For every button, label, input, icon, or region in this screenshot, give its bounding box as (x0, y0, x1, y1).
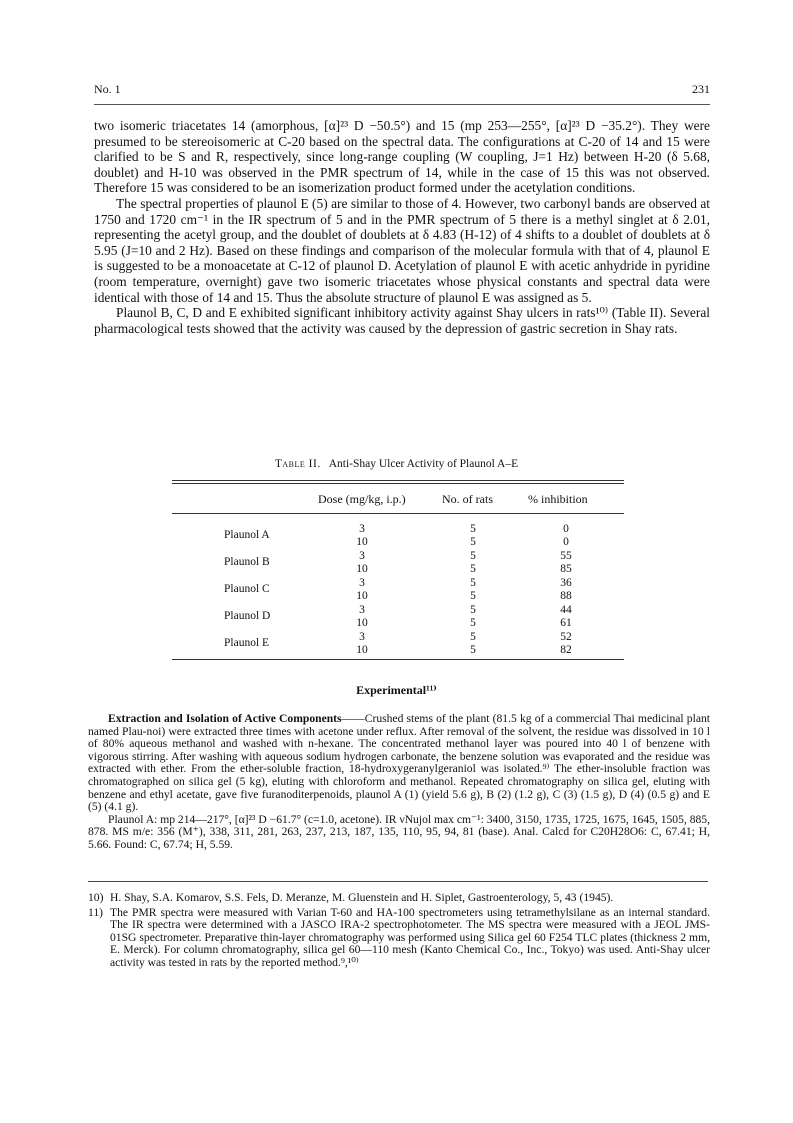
issue-number: No. 1 (94, 82, 121, 96)
cell-value: 5 (470, 616, 476, 629)
cell-value: 52 (560, 631, 572, 643)
experimental-subheading: Extraction and Isolation of Active Components (108, 712, 342, 725)
cell-value: 5 (470, 577, 476, 589)
table-row (172, 631, 624, 658)
row-inhibition (551, 604, 581, 629)
row-inhibition (551, 631, 581, 656)
paragraph-3: Plaunol B, C, D and E exhibited significant inhibitory activity against Shay ulcers in rats¹⁰⁾ (Table II). Several pharmacological tests showed that the activity was caused by the depression of gastric secretion in Shay rats. (94, 305, 710, 336)
footnotes (88, 892, 710, 972)
paragraph-1: two isomeric triacetates 14 (amorphous, [α]²³ D −50.5°) and 15 (mp 253—255°, [α]²³ D −35.2°). They were presumed to be stereoisomeric at C-20 based on the spectral data. The configurations at C-20 of 14 and 15 were clarified to be S and R, respectively, since long-range coupling (W coupling, J=1 Hz) between H-20 (δ 5.68, doublet) and H-10 was observed in the PMR spectrum of 14, while in the case of 15 this was not observed. Therefore 15 was considered to be an isomerization product formed under the acetylation conditions. (94, 118, 710, 196)
cell-value: 61 (560, 616, 572, 629)
footnote-text: The PMR spectra were measured with Varian T-60 and HA-100 spectrometers using tetramethylsilane as an internal standard. The IR spectra were determined with a JASCO IRA-2 spectrophotometer. The MS spectra were measured with a JEOL JMS-01SG spectrometer. Preparative thin-layer chromatography was performed using Silica gel 60 F254 TLC plates (thickness 2 mm, E. Merck). For column chromatography, silica gel 60—110 mesh (Kanto Chemical Co., Inc., Tokyo) was used. Anti-Shay ulcer activity was tested in rats by the reported method.⁹,¹⁰⁾ (110, 905, 710, 969)
table-rule-top-double (172, 483, 624, 484)
experimental-paragraph-1 (88, 713, 710, 814)
table-label: Table II. (274, 458, 321, 470)
footnote (88, 907, 710, 970)
row-name: Plaunol A (224, 529, 270, 541)
experimental-heading: Experimental¹¹⁾ (356, 683, 437, 697)
footnote-text: H. Shay, S.A. Komarov, S.S. Fels, D. Meranze, M. Gluenstein and H. Siplet, Gastroenterology, 5, 43 (1945). (110, 891, 614, 904)
row-dose (342, 631, 382, 656)
row-name: Plaunol E (224, 637, 270, 649)
cell-value: 55 (560, 550, 572, 562)
cell-value: 5 (470, 643, 476, 656)
row-rats (458, 523, 488, 548)
cell-value: 36 (560, 577, 572, 589)
cell-value: 5 (470, 535, 476, 548)
cell-value: 3 (359, 631, 365, 643)
cell-value: 5 (470, 562, 476, 575)
table-rule-top (172, 480, 624, 481)
column-header-dose: Dose (mg/kg, i.p.) (318, 492, 406, 506)
row-rats (458, 550, 488, 575)
table-row (172, 577, 624, 604)
cell-value: 82 (560, 643, 572, 656)
row-dose (342, 604, 382, 629)
row-rats (458, 631, 488, 656)
experimental-paragraph-1-body: ——Crushed stems of the plant (81.5 kg of a commercial Thai medicinal plant named Plau-noi) were extracted three times with acetone under reflux. After removal of the solvent, the residue was dissolved in 10 l of 80% aqueous methanol and washed with n-hexane. The concentrated methanol layer was poured into 40 l of benzene with vigorous stirring. After washing with aqueous sodium hydrogen carbonate, the benzene solution was evaporated and the residue was extracted with ether. From the ether-soluble fraction, 18-hydroxygeranylgeraniol was isolated.⁹⁾ The ether-insoluble fraction was chromatographed on silica gel (5 kg), eluting with chloroform and methanol. Repeated chromatography on silica gel, eluting with benzene and ethyl acetate, gave five furanoditerpenoids, plaunol A (1) (yield 5.6 g), B (2) (1.2 g), C (3) (1.5 g), D (4) (0.5 g) and E (5) (4.1 g). (88, 712, 710, 814)
cell-value: 88 (560, 589, 572, 602)
footnote (88, 892, 710, 905)
experimental-text (88, 713, 710, 852)
cell-value: 10 (356, 616, 368, 629)
table-rule-bottom (172, 659, 624, 660)
cell-value: 3 (359, 550, 365, 562)
row-dose (342, 550, 382, 575)
row-rats (458, 577, 488, 602)
header-rule (94, 104, 710, 105)
table-header (172, 492, 624, 508)
cell-value: 10 (356, 562, 368, 575)
cell-value: 3 (359, 577, 365, 589)
cell-value: 5 (470, 604, 476, 616)
cell-value: 5 (470, 589, 476, 602)
cell-value: 10 (356, 643, 368, 656)
experimental-paragraph-2: Plaunol A: mp 214—217°, [α]²³ D −61.7° (c=1.0, acetone). IR νNujol max cm⁻¹: 3400, 3150, 1735, 1725, 1675, 1645, 1505, 885, 878. MS m/e: 356 (M⁺), 338, 311, 281, 263, 237, 213, 187, 135, 110, 95, 94, 81 (base). Anal. Calcd for C20H28O6: C, 67.41; H, 5.66. Found: C, 67.74; H, 5.59. (88, 812, 710, 851)
column-header-inhibition: % inhibition (528, 492, 588, 506)
row-rats (458, 604, 488, 629)
cell-value: 0 (563, 535, 569, 548)
cell-value: 5 (470, 631, 476, 643)
table-rule-header (172, 513, 624, 514)
footnote-number: 10) (88, 891, 104, 904)
cell-value: 5 (470, 550, 476, 562)
table-title: Anti-Shay Ulcer Activity of Plaunol A–E (328, 458, 519, 470)
cell-value: 85 (560, 562, 572, 575)
column-header-rats: No. of rats (442, 492, 493, 506)
row-inhibition (551, 523, 581, 548)
row-dose (342, 577, 382, 602)
row-inhibition (551, 577, 581, 602)
table-caption (0, 458, 793, 470)
table-row (172, 550, 624, 577)
page-number: 231 (692, 82, 710, 96)
footnote-rule (88, 881, 708, 882)
row-inhibition (551, 550, 581, 575)
row-name: Plaunol B (224, 556, 270, 568)
row-name: Plaunol D (224, 610, 271, 622)
cell-value: 44 (560, 604, 572, 616)
table-body (172, 523, 624, 658)
row-dose (342, 523, 382, 548)
cell-value: 10 (356, 589, 368, 602)
table-row (172, 604, 624, 631)
main-text (94, 118, 710, 336)
footnote-number: 11) (88, 905, 104, 919)
table-row (172, 523, 624, 550)
row-name: Plaunol C (224, 583, 270, 595)
cell-value: 3 (359, 523, 365, 535)
cell-value: 0 (563, 523, 569, 535)
running-header (94, 82, 710, 100)
cell-value: 3 (359, 604, 365, 616)
cell-value: 5 (470, 523, 476, 535)
paragraph-2: The spectral properties of plaunol E (5) are similar to those of 4. However, two carbonyl bands are observed at 1750 and 1720 cm⁻¹ in the IR spectrum of 5 and in the PMR spectrum of 5 there is a methyl singlet at δ 2.01, representing the acetyl group, and the doublet of doublets at δ 4.83 (H-12) of 4 shifts to a doublet of doublets at δ 5.95 (J=10 and 2 Hz). Based on these findings and comparison of the molecular formula with that of 4, plaunol E is suggested to be a monoacetate at C-12 of plaunol D. Acetylation of plaunol E with acetic anhydride in pyridine (room temperature, overnight) gave two isomeric triacetates whose physical constants and spectral data were identical with those of 14 and 15. Thus the absolute structure of plaunol E was assigned as 5. (94, 195, 710, 305)
cell-value: 10 (356, 535, 368, 548)
